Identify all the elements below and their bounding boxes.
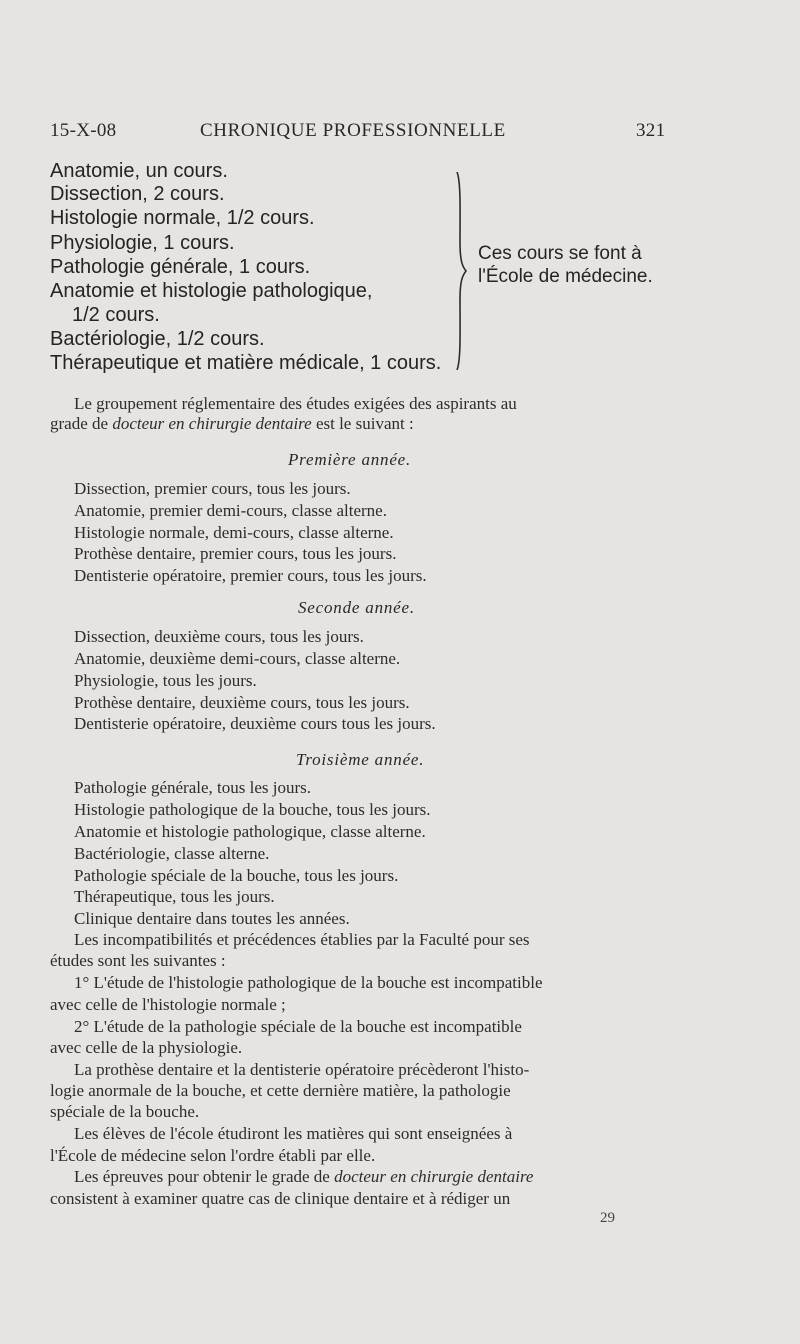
paragraph-line: avec celle de la physiologie. [50,1038,243,1057]
year-item: Pathologie générale, tous les jours. [74,778,312,797]
year-item: Histologie normale, demi-cours, classe alterne. [74,523,394,542]
header-date: 15-X-08 [50,120,117,141]
year-item: Anatomie, premier demi-cours, classe alterne. [74,501,387,520]
courses-note: l'École de médecine. [478,266,653,287]
last-paragraph-line: Les épreuves pour obtenir le grade de docteur en chirurgie dentaire [74,1167,534,1186]
year-item: Anatomie, deuxième demi-cours, classe alterne. [74,649,401,668]
course-line: Dissection, 2 cours. [50,183,225,205]
intro-line: Le groupement réglementaire des études exigées des aspirants au [74,394,517,413]
course-line: 1/2 cours. [72,304,160,326]
page-number: 321 [636,120,666,141]
year-item: Anatomie et histologie pathologique, classe alterne. [74,822,426,841]
paragraph-line: études sont les suivantes : [50,951,226,970]
paragraph-line: 1° L'étude de l'histologie pathologique de la bouche est incompatible [74,973,543,992]
year-item: Clinique dentaire dans toutes les années. [74,909,350,928]
right-brace-icon [455,172,469,370]
paragraph-line: La prothèse dentaire et la dentisterie opératoire précèderont l'histo- [74,1060,530,1079]
paragraph-line: logie anormale de la bouche, et cette dernière matière, la pathologie [50,1081,511,1100]
paragraph-line: Les élèves de l'école étudiront les matières qui sont enseignées à [74,1124,513,1143]
paragraph-line: spéciale de la bouche. [50,1102,200,1121]
year-heading: Troisième année. [296,750,425,769]
year-item: Physiologie, tous les jours. [74,671,257,690]
year-item: Dentisterie opératoire, deuxième cours tous les jours. [74,714,436,733]
year-item: Dissection, premier cours, tous les jours. [74,479,351,498]
last-paragraph-line: consistent à examiner quatre cas de clinique dentaire et à rédiger un [50,1189,511,1208]
course-line: Histologie normale, 1/2 cours. [50,207,315,229]
year-heading: Première année. [288,450,412,469]
course-line: Anatomie, un cours. [50,160,228,182]
paragraph-line: avec celle de l'histologie normale ; [50,995,286,1014]
intro-line: grade de docteur en chirurgie dentaire est le suivant : [50,414,414,433]
signature-mark: 29 [600,1210,615,1226]
course-line: Bactériologie, 1/2 cours. [50,328,265,350]
header-title: CHRONIQUE PROFESSIONNELLE [200,120,506,141]
year-item: Pathologie spéciale de la bouche, tous les jours. [74,866,399,885]
year-item: Dissection, deuxième cours, tous les jours. [74,627,364,646]
paragraph-line: Les incompatibilités et précédences établies par la Faculté pour ses [74,930,530,949]
year-item: Prothèse dentaire, deuxième cours, tous les jours. [74,693,410,712]
courses-note: Ces cours se font à [478,243,642,264]
course-line: Physiologie, 1 cours. [50,232,235,254]
paragraph-line: 2° L'étude de la pathologie spéciale de la bouche est incompatible [74,1017,522,1036]
year-item: Prothèse dentaire, premier cours, tous les jours. [74,544,397,563]
paragraph-line: l'École de médecine selon l'ordre établi par elle. [50,1146,376,1165]
course-line: Pathologie générale, 1 cours. [50,256,311,278]
year-heading: Seconde année. [298,598,415,617]
course-line: Anatomie et histologie pathologique, [50,280,373,302]
year-item: Bactériologie, classe alterne. [74,844,270,863]
year-item: Histologie pathologique de la bouche, tous les jours. [74,800,431,819]
course-line: Thérapeutique et matière médicale, 1 cours. [50,352,442,374]
year-item: Thérapeutique, tous les jours. [74,887,275,906]
year-item: Dentisterie opératoire, premier cours, tous les jours. [74,566,427,585]
